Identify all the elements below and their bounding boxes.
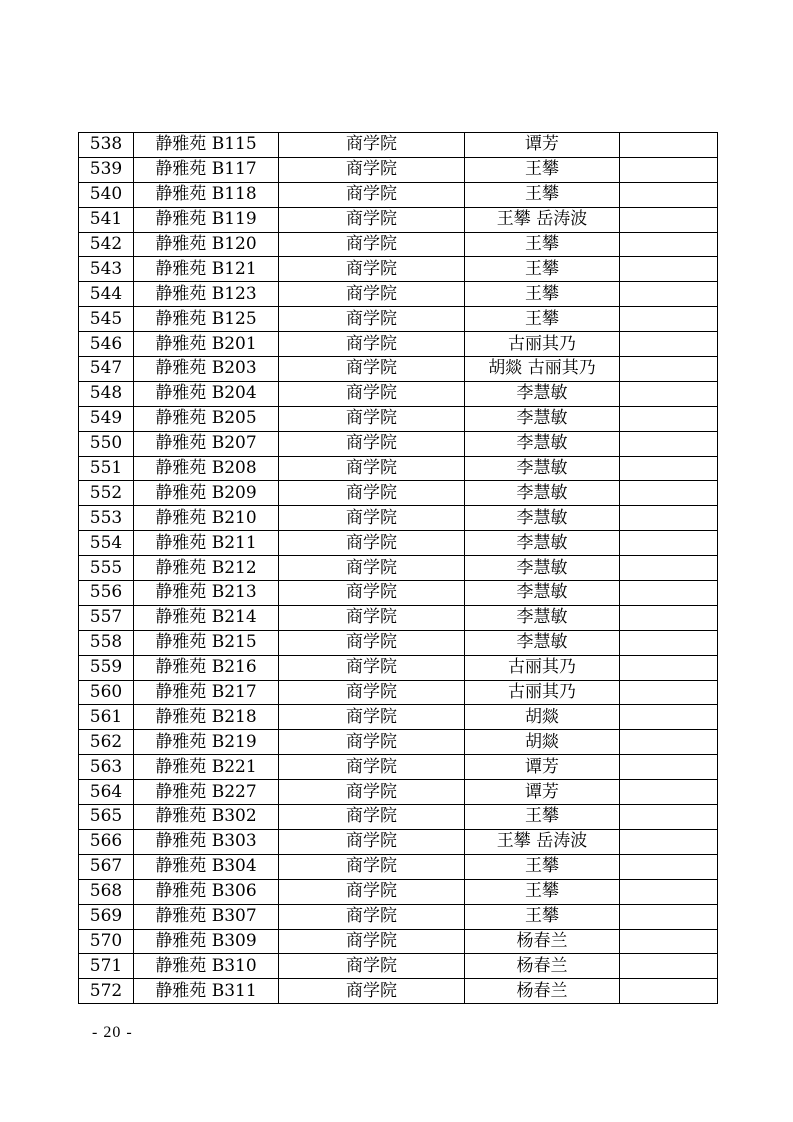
note-cell [620, 929, 718, 954]
room-cell: 静雅苑 B307 [134, 904, 279, 929]
college-cell: 商学院 [279, 929, 465, 954]
row-number-cell: 539 [79, 157, 134, 182]
row-number-cell: 567 [79, 854, 134, 879]
row-number-cell: 572 [79, 979, 134, 1004]
row-number-cell: 566 [79, 829, 134, 854]
room-cell: 静雅苑 B209 [134, 481, 279, 506]
row-number-cell: 552 [79, 481, 134, 506]
tutor-cell: 王攀 [465, 879, 620, 904]
room-cell: 静雅苑 B310 [134, 954, 279, 979]
college-cell: 商学院 [279, 605, 465, 630]
college-cell: 商学院 [279, 307, 465, 332]
row-number-cell: 538 [79, 133, 134, 158]
note-cell [620, 232, 718, 257]
table-row [79, 556, 718, 581]
room-cell: 静雅苑 B215 [134, 630, 279, 655]
tutor-cell: 王攀 [465, 257, 620, 282]
room-cell: 静雅苑 B208 [134, 456, 279, 481]
note-cell [620, 456, 718, 481]
row-number-cell: 547 [79, 357, 134, 382]
college-cell: 商学院 [279, 979, 465, 1004]
table-row [79, 157, 718, 182]
college-cell: 商学院 [279, 581, 465, 606]
college-cell: 商学院 [279, 954, 465, 979]
room-cell: 静雅苑 B117 [134, 157, 279, 182]
room-cell: 静雅苑 B121 [134, 257, 279, 282]
note-cell [620, 332, 718, 357]
college-cell: 商学院 [279, 805, 465, 830]
tutor-cell: 王攀 岳涛波 [465, 207, 620, 232]
row-number-cell: 557 [79, 605, 134, 630]
college-cell: 商学院 [279, 780, 465, 805]
room-cell: 静雅苑 B303 [134, 829, 279, 854]
row-number-cell: 568 [79, 879, 134, 904]
note-cell [620, 406, 718, 431]
room-cell: 静雅苑 B201 [134, 332, 279, 357]
row-number-cell: 571 [79, 954, 134, 979]
college-cell: 商学院 [279, 755, 465, 780]
table-row [79, 680, 718, 705]
college-cell: 商学院 [279, 357, 465, 382]
college-cell: 商学院 [279, 531, 465, 556]
note-cell [620, 780, 718, 805]
row-number-cell: 548 [79, 381, 134, 406]
row-number-cell: 542 [79, 232, 134, 257]
note-cell [620, 531, 718, 556]
table-row [79, 431, 718, 456]
table-row [79, 381, 718, 406]
dormitory-table-body [79, 133, 718, 1004]
table-row [79, 829, 718, 854]
note-cell [620, 133, 718, 158]
note-cell [620, 829, 718, 854]
tutor-cell: 李慧敏 [465, 456, 620, 481]
tutor-cell: 谭芳 [465, 780, 620, 805]
row-number-cell: 570 [79, 929, 134, 954]
tutor-cell: 李慧敏 [465, 630, 620, 655]
tutor-cell: 王攀 [465, 282, 620, 307]
table-row [79, 182, 718, 207]
college-cell: 商学院 [279, 257, 465, 282]
tutor-cell: 胡燚 古丽其乃 [465, 357, 620, 382]
tutor-cell: 王攀 [465, 307, 620, 332]
tutor-cell: 古丽其乃 [465, 655, 620, 680]
room-cell: 静雅苑 B216 [134, 655, 279, 680]
tutor-cell: 杨春兰 [465, 954, 620, 979]
room-cell: 静雅苑 B306 [134, 879, 279, 904]
table-row [79, 232, 718, 257]
room-cell: 静雅苑 B205 [134, 406, 279, 431]
room-cell: 静雅苑 B120 [134, 232, 279, 257]
row-number-cell: 563 [79, 755, 134, 780]
tutor-cell: 李慧敏 [465, 431, 620, 456]
room-cell: 静雅苑 B302 [134, 805, 279, 830]
note-cell [620, 481, 718, 506]
college-cell: 商学院 [279, 332, 465, 357]
tutor-cell: 王攀 [465, 854, 620, 879]
table-row [79, 257, 718, 282]
table-row [79, 879, 718, 904]
tutor-cell: 李慧敏 [465, 481, 620, 506]
table-row [79, 581, 718, 606]
tutor-cell: 李慧敏 [465, 556, 620, 581]
row-number-cell: 559 [79, 655, 134, 680]
tutor-cell: 王攀 [465, 232, 620, 257]
room-cell: 静雅苑 B212 [134, 556, 279, 581]
tutor-cell: 王攀 [465, 805, 620, 830]
room-cell: 静雅苑 B210 [134, 506, 279, 531]
table-row [79, 780, 718, 805]
row-number-cell: 546 [79, 332, 134, 357]
table-row [79, 481, 718, 506]
room-cell: 静雅苑 B211 [134, 531, 279, 556]
note-cell [620, 805, 718, 830]
note-cell [620, 755, 718, 780]
tutor-cell: 杨春兰 [465, 929, 620, 954]
room-cell: 静雅苑 B214 [134, 605, 279, 630]
table-row [79, 730, 718, 755]
room-cell: 静雅苑 B227 [134, 780, 279, 805]
note-cell [620, 257, 718, 282]
college-cell: 商学院 [279, 680, 465, 705]
college-cell: 商学院 [279, 506, 465, 531]
tutor-cell: 古丽其乃 [465, 332, 620, 357]
table-row [79, 854, 718, 879]
row-number-cell: 545 [79, 307, 134, 332]
college-cell: 商学院 [279, 829, 465, 854]
college-cell: 商学院 [279, 182, 465, 207]
college-cell: 商学院 [279, 232, 465, 257]
row-number-cell: 561 [79, 705, 134, 730]
college-cell: 商学院 [279, 904, 465, 929]
college-cell: 商学院 [279, 207, 465, 232]
table-row [79, 207, 718, 232]
room-cell: 静雅苑 B304 [134, 854, 279, 879]
table-row [79, 904, 718, 929]
room-cell: 静雅苑 B118 [134, 182, 279, 207]
note-cell [620, 879, 718, 904]
room-cell: 静雅苑 B125 [134, 307, 279, 332]
note-cell [620, 581, 718, 606]
row-number-cell: 555 [79, 556, 134, 581]
tutor-cell: 王攀 [465, 904, 620, 929]
college-cell: 商学院 [279, 133, 465, 158]
note-cell [620, 904, 718, 929]
row-number-cell: 556 [79, 581, 134, 606]
row-number-cell: 541 [79, 207, 134, 232]
tutor-cell: 李慧敏 [465, 406, 620, 431]
room-cell: 静雅苑 B219 [134, 730, 279, 755]
college-cell: 商学院 [279, 456, 465, 481]
note-cell [620, 381, 718, 406]
tutor-cell: 谭芳 [465, 133, 620, 158]
row-number-cell: 551 [79, 456, 134, 481]
row-number-cell: 565 [79, 805, 134, 830]
room-cell: 静雅苑 B309 [134, 929, 279, 954]
note-cell [620, 282, 718, 307]
college-cell: 商学院 [279, 406, 465, 431]
note-cell [620, 979, 718, 1004]
table-row [79, 332, 718, 357]
note-cell [620, 556, 718, 581]
note-cell [620, 182, 718, 207]
note-cell [620, 680, 718, 705]
note-cell [620, 605, 718, 630]
room-cell: 静雅苑 B204 [134, 381, 279, 406]
table-row [79, 755, 718, 780]
note-cell [620, 506, 718, 531]
room-cell: 静雅苑 B203 [134, 357, 279, 382]
room-cell: 静雅苑 B218 [134, 705, 279, 730]
college-cell: 商学院 [279, 282, 465, 307]
row-number-cell: 560 [79, 680, 134, 705]
college-cell: 商学院 [279, 481, 465, 506]
tutor-cell: 李慧敏 [465, 506, 620, 531]
table-row [79, 705, 718, 730]
row-number-cell: 543 [79, 257, 134, 282]
room-cell: 静雅苑 B311 [134, 979, 279, 1004]
college-cell: 商学院 [279, 157, 465, 182]
room-cell: 静雅苑 B115 [134, 133, 279, 158]
table-row [79, 282, 718, 307]
row-number-cell: 564 [79, 780, 134, 805]
room-cell: 静雅苑 B207 [134, 431, 279, 456]
table-row [79, 357, 718, 382]
tutor-cell: 李慧敏 [465, 605, 620, 630]
tutor-cell: 王攀 [465, 157, 620, 182]
note-cell [620, 630, 718, 655]
tutor-cell: 杨春兰 [465, 979, 620, 1004]
note-cell [620, 157, 718, 182]
table-row [79, 954, 718, 979]
tutor-cell: 胡燚 [465, 705, 620, 730]
college-cell: 商学院 [279, 381, 465, 406]
tutor-cell: 李慧敏 [465, 381, 620, 406]
table-row [79, 929, 718, 954]
college-cell: 商学院 [279, 556, 465, 581]
note-cell [620, 705, 718, 730]
table-row [79, 979, 718, 1004]
note-cell [620, 655, 718, 680]
table-row [79, 630, 718, 655]
row-number-cell: 562 [79, 730, 134, 755]
row-number-cell: 554 [79, 531, 134, 556]
row-number-cell: 553 [79, 506, 134, 531]
row-number-cell: 540 [79, 182, 134, 207]
college-cell: 商学院 [279, 705, 465, 730]
tutor-cell: 古丽其乃 [465, 680, 620, 705]
note-cell [620, 954, 718, 979]
note-cell [620, 730, 718, 755]
room-cell: 静雅苑 B217 [134, 680, 279, 705]
row-number-cell: 550 [79, 431, 134, 456]
college-cell: 商学院 [279, 431, 465, 456]
room-cell: 静雅苑 B119 [134, 207, 279, 232]
college-cell: 商学院 [279, 854, 465, 879]
room-cell: 静雅苑 B123 [134, 282, 279, 307]
dormitory-table [78, 132, 718, 1004]
tutor-cell: 李慧敏 [465, 531, 620, 556]
room-cell: 静雅苑 B213 [134, 581, 279, 606]
tutor-cell: 王攀 [465, 182, 620, 207]
table-row [79, 307, 718, 332]
tutor-cell: 胡燚 [465, 730, 620, 755]
row-number-cell: 544 [79, 282, 134, 307]
note-cell [620, 431, 718, 456]
table-row [79, 531, 718, 556]
table-row [79, 805, 718, 830]
row-number-cell: 549 [79, 406, 134, 431]
note-cell [620, 357, 718, 382]
table-row [79, 406, 718, 431]
note-cell [620, 307, 718, 332]
table-row [79, 605, 718, 630]
note-cell [620, 207, 718, 232]
room-cell: 静雅苑 B221 [134, 755, 279, 780]
table-row [79, 506, 718, 531]
tutor-cell: 王攀 岳涛波 [465, 829, 620, 854]
college-cell: 商学院 [279, 879, 465, 904]
page-number: - 20 - [92, 1024, 133, 1041]
table-row [79, 456, 718, 481]
table-row [79, 655, 718, 680]
college-cell: 商学院 [279, 730, 465, 755]
note-cell [620, 854, 718, 879]
tutor-cell: 谭芳 [465, 755, 620, 780]
college-cell: 商学院 [279, 655, 465, 680]
row-number-cell: 558 [79, 630, 134, 655]
table-row [79, 133, 718, 158]
row-number-cell: 569 [79, 904, 134, 929]
college-cell: 商学院 [279, 630, 465, 655]
tutor-cell: 李慧敏 [465, 581, 620, 606]
